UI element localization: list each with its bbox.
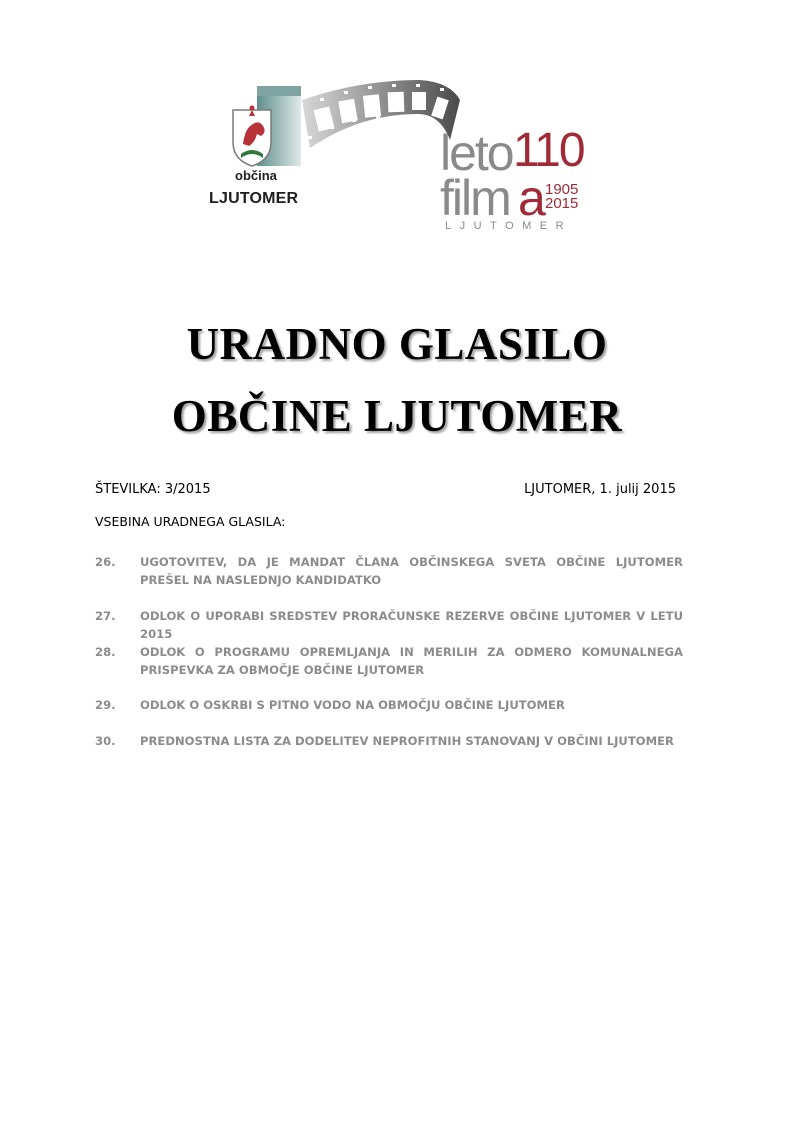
film-anniversary-number: 110 (513, 124, 584, 177)
issue-date: LJUTOMER, 1. julij 2015 (524, 482, 676, 497)
document-title-line2: OBČINE LJUTOMER (171, 391, 623, 441)
document-title-line1: URADNO GLASILO (186, 319, 608, 369)
film-leto-text: leto (440, 125, 513, 181)
film-year-start: 1905 (545, 181, 579, 198)
contents-item-title: ODLOK O UPORABI SREDSTEV PRORAČUNSKE REZERVE OBČINE LJUTOMER V LETU 2015 (140, 609, 683, 641)
contents-item-number: 30. (95, 734, 116, 748)
coat-of-arms-icon (205, 84, 315, 169)
film-filma-text: film (440, 170, 510, 226)
contents-item-number: 27. (95, 609, 116, 623)
film-year-end: 2015 (545, 195, 579, 212)
contents-item-title: ODLOK O OSKRBI S PITNO VODO NA OBMOČJU OBČINE LJUTOMER (140, 698, 565, 712)
contents-item-number: 26. (95, 555, 116, 569)
film-city-text: LJUTOMER (445, 220, 573, 232)
film-filma-accent-letter: a (518, 170, 546, 226)
contents-item-number: 28. (95, 645, 116, 659)
issue-number: ŠTEVILKA: 3/2015 (95, 482, 211, 497)
municipality-name: LJUTOMER (209, 190, 299, 207)
contents-item-title: UGOTOVITEV, DA JE MANDAT ČLANA OBČINSKEGA SVETA OBČINE LJUTOMER PREŠEL NA NASLEDNJO KANDIDATKO (140, 555, 683, 587)
municipality-label: občina (235, 168, 277, 183)
contents-heading: VSEBINA URADNEGA GLASILA: (95, 514, 286, 529)
contents-item-title: ODLOK O PROGRAMU OPREMLJANJA IN MERILIH ZA ODMERO KOMUNALNEGA PRISPEVKA ZA OBMOČJE OBČINE LJUTOMER (140, 645, 683, 677)
contents-item-number: 29. (95, 698, 116, 712)
municipality-logo (205, 84, 315, 214)
contents-item-title: PREDNOSTNA LISTA ZA DODELITEV NEPROFITNIH STANOVANJ V OBČINI LJUTOMER (140, 734, 674, 748)
film-anniversary-logo (300, 70, 600, 240)
